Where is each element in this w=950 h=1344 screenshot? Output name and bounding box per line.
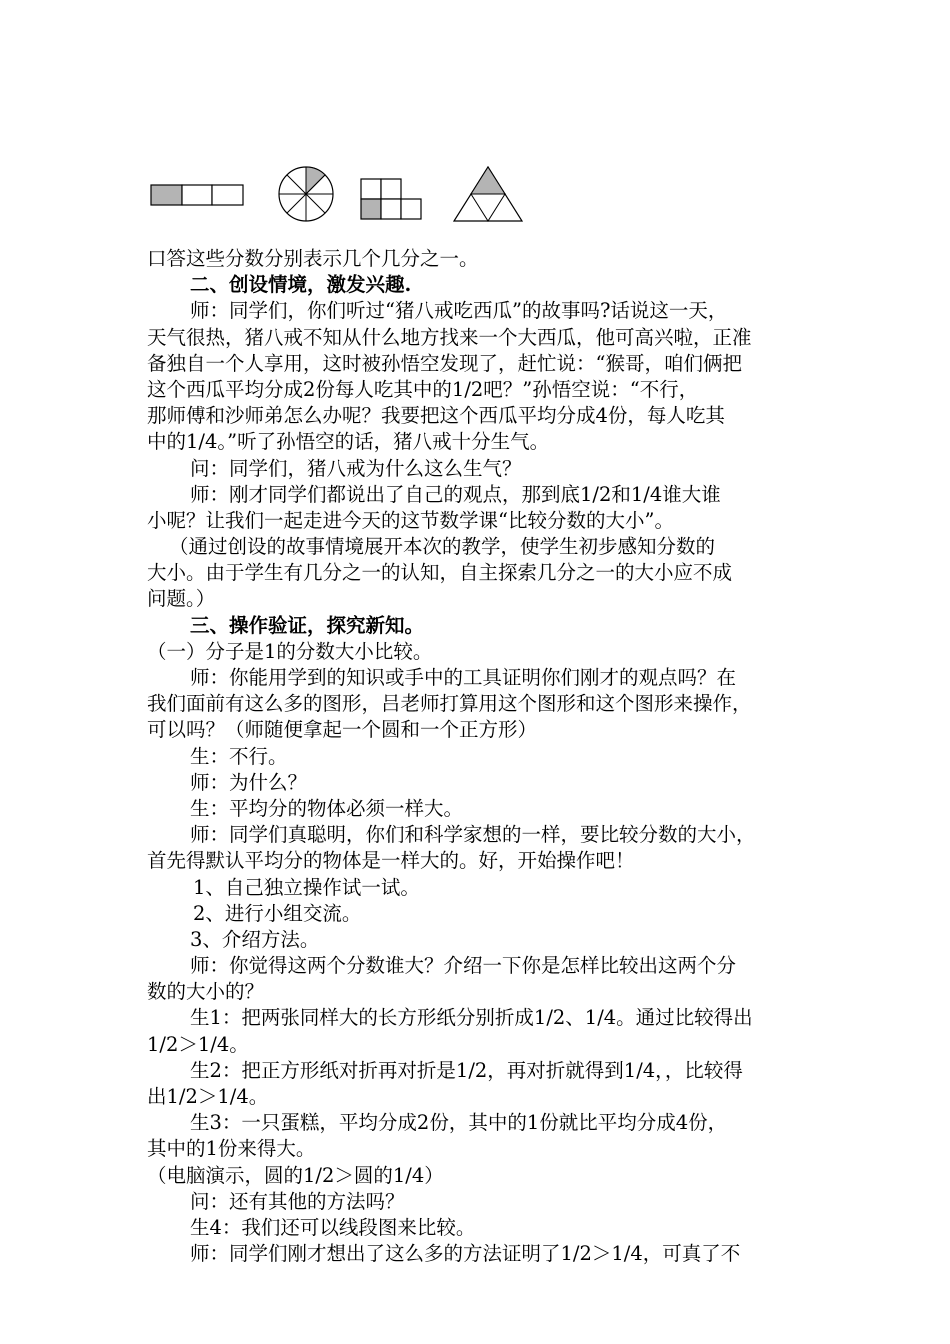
text-line: （电脑演示，圆的1/2＞圆的1/4）	[147, 1163, 444, 1187]
text-line: 生1：把两张同样大的长方形纸分别折成1/2、1/4。通过比较得出	[190, 1006, 753, 1030]
triangle-quarters-figure	[452, 165, 524, 223]
text-line: 师：为什么？	[190, 770, 308, 794]
text-line: 中的1/4。”听了孙悟空的话，猪八戒十分生气。	[147, 430, 550, 454]
text-line: 首先得默认平均分的物体是一样大的。好，开始操作吧！	[147, 849, 635, 873]
rectangle-thirds-figure	[150, 184, 244, 206]
text-line: 那师傅和沙师弟怎么办呢？我要把这个西瓜平均分成4份，每人吃其	[147, 404, 725, 428]
text-line: 出1/2＞1/4。	[147, 1085, 269, 1108]
text-line: 师：刚才同学们都说出了自己的观点，那到底1/2和1/4谁大谁	[190, 482, 721, 506]
squares-figure	[360, 178, 422, 220]
text-line: 数的大小的？	[147, 980, 265, 1004]
text-line: 生：不行。	[190, 744, 288, 768]
text-line: 口答这些分数分别表示几个几分之一。	[147, 247, 479, 270]
text-line: 生2：把正方形纸对折再对折是1/2，再对折就得到1/4，，比较得	[190, 1058, 743, 1082]
section-heading: 三、操作验证，探究新知。	[190, 613, 425, 637]
text-line: 生4：我们还可以线段图来比较。	[190, 1215, 476, 1239]
list-item: 2、进行小组交流。	[193, 901, 362, 925]
fraction-figures	[148, 162, 528, 226]
list-item: 3、介绍方法。	[190, 927, 320, 951]
text-line: 生：平均分的物体必须一样大。	[190, 796, 464, 820]
text-line: 问：同学们，猪八戒为什么这么生气？	[190, 456, 522, 480]
text-line: 天气很热，猪八戒不知从什么地方找来一个大西瓜，他可高兴啦，正准	[147, 325, 752, 349]
text-line: 可以吗？（师随便拿起一个圆和一个正方形）	[147, 718, 538, 742]
text-line: 师：你觉得这两个分数谁大？介绍一下你是怎样比较出这两个分	[190, 954, 737, 978]
text-line: 师：同学们，你们听过“猪八戒吃西瓜”的故事吗?话说这一天，	[190, 299, 728, 323]
text-line: 大小。由于学生有几分之一的认知，自主探索几分之一的大小应不成	[147, 561, 733, 585]
text-line: 生3：一只蛋糕，平均分成2份，其中的1份就比平均分成4份，	[190, 1111, 728, 1135]
text-line: 问题。）	[147, 587, 216, 611]
text-line: 师：同学们刚才想出了这么多的方法证明了1/2＞1/4，可真了不	[190, 1242, 741, 1266]
text-line: 小呢？让我们一起走进今天的这节数学课“比较分数的大小”。	[147, 508, 674, 532]
text-line: 问：还有其他的方法吗？	[190, 1189, 405, 1213]
text-line: 其中的1份来得大。	[147, 1137, 316, 1161]
text-line: 师：同学们真聪明，你们和科学家想的一样，要比较分数的大小，	[190, 823, 756, 847]
section-heading: 二、创设情境，激发兴趣.	[190, 273, 412, 297]
text-line: 1/2＞1/4。	[147, 1032, 249, 1056]
text-line: 这个西瓜平均分成2份每人吃其中的1/2吧？”孙悟空说：“不行，	[147, 377, 699, 401]
text-line: 备独自一个人享用，这时被孙悟空发现了，赶忙说：“猴哥，咱们俩把	[147, 351, 742, 375]
subsection-heading: （一）分子是1的分数大小比较。	[147, 639, 433, 663]
text-line: 师：你能用学到的知识或手中的工具证明你们刚才的观点吗？在	[190, 666, 737, 689]
text-line: 我们面前有这么多的图形，吕老师打算用这个图形和这个图形来操作，	[147, 692, 752, 716]
circle-eighths-figure	[277, 165, 335, 223]
text-line: （通过创设的故事情境展开本次的教学，使学生初步感知分数的	[169, 535, 716, 559]
lesson-text	[147, 246, 817, 1267]
list-item: 1、自己独立操作试一试。	[193, 875, 420, 899]
